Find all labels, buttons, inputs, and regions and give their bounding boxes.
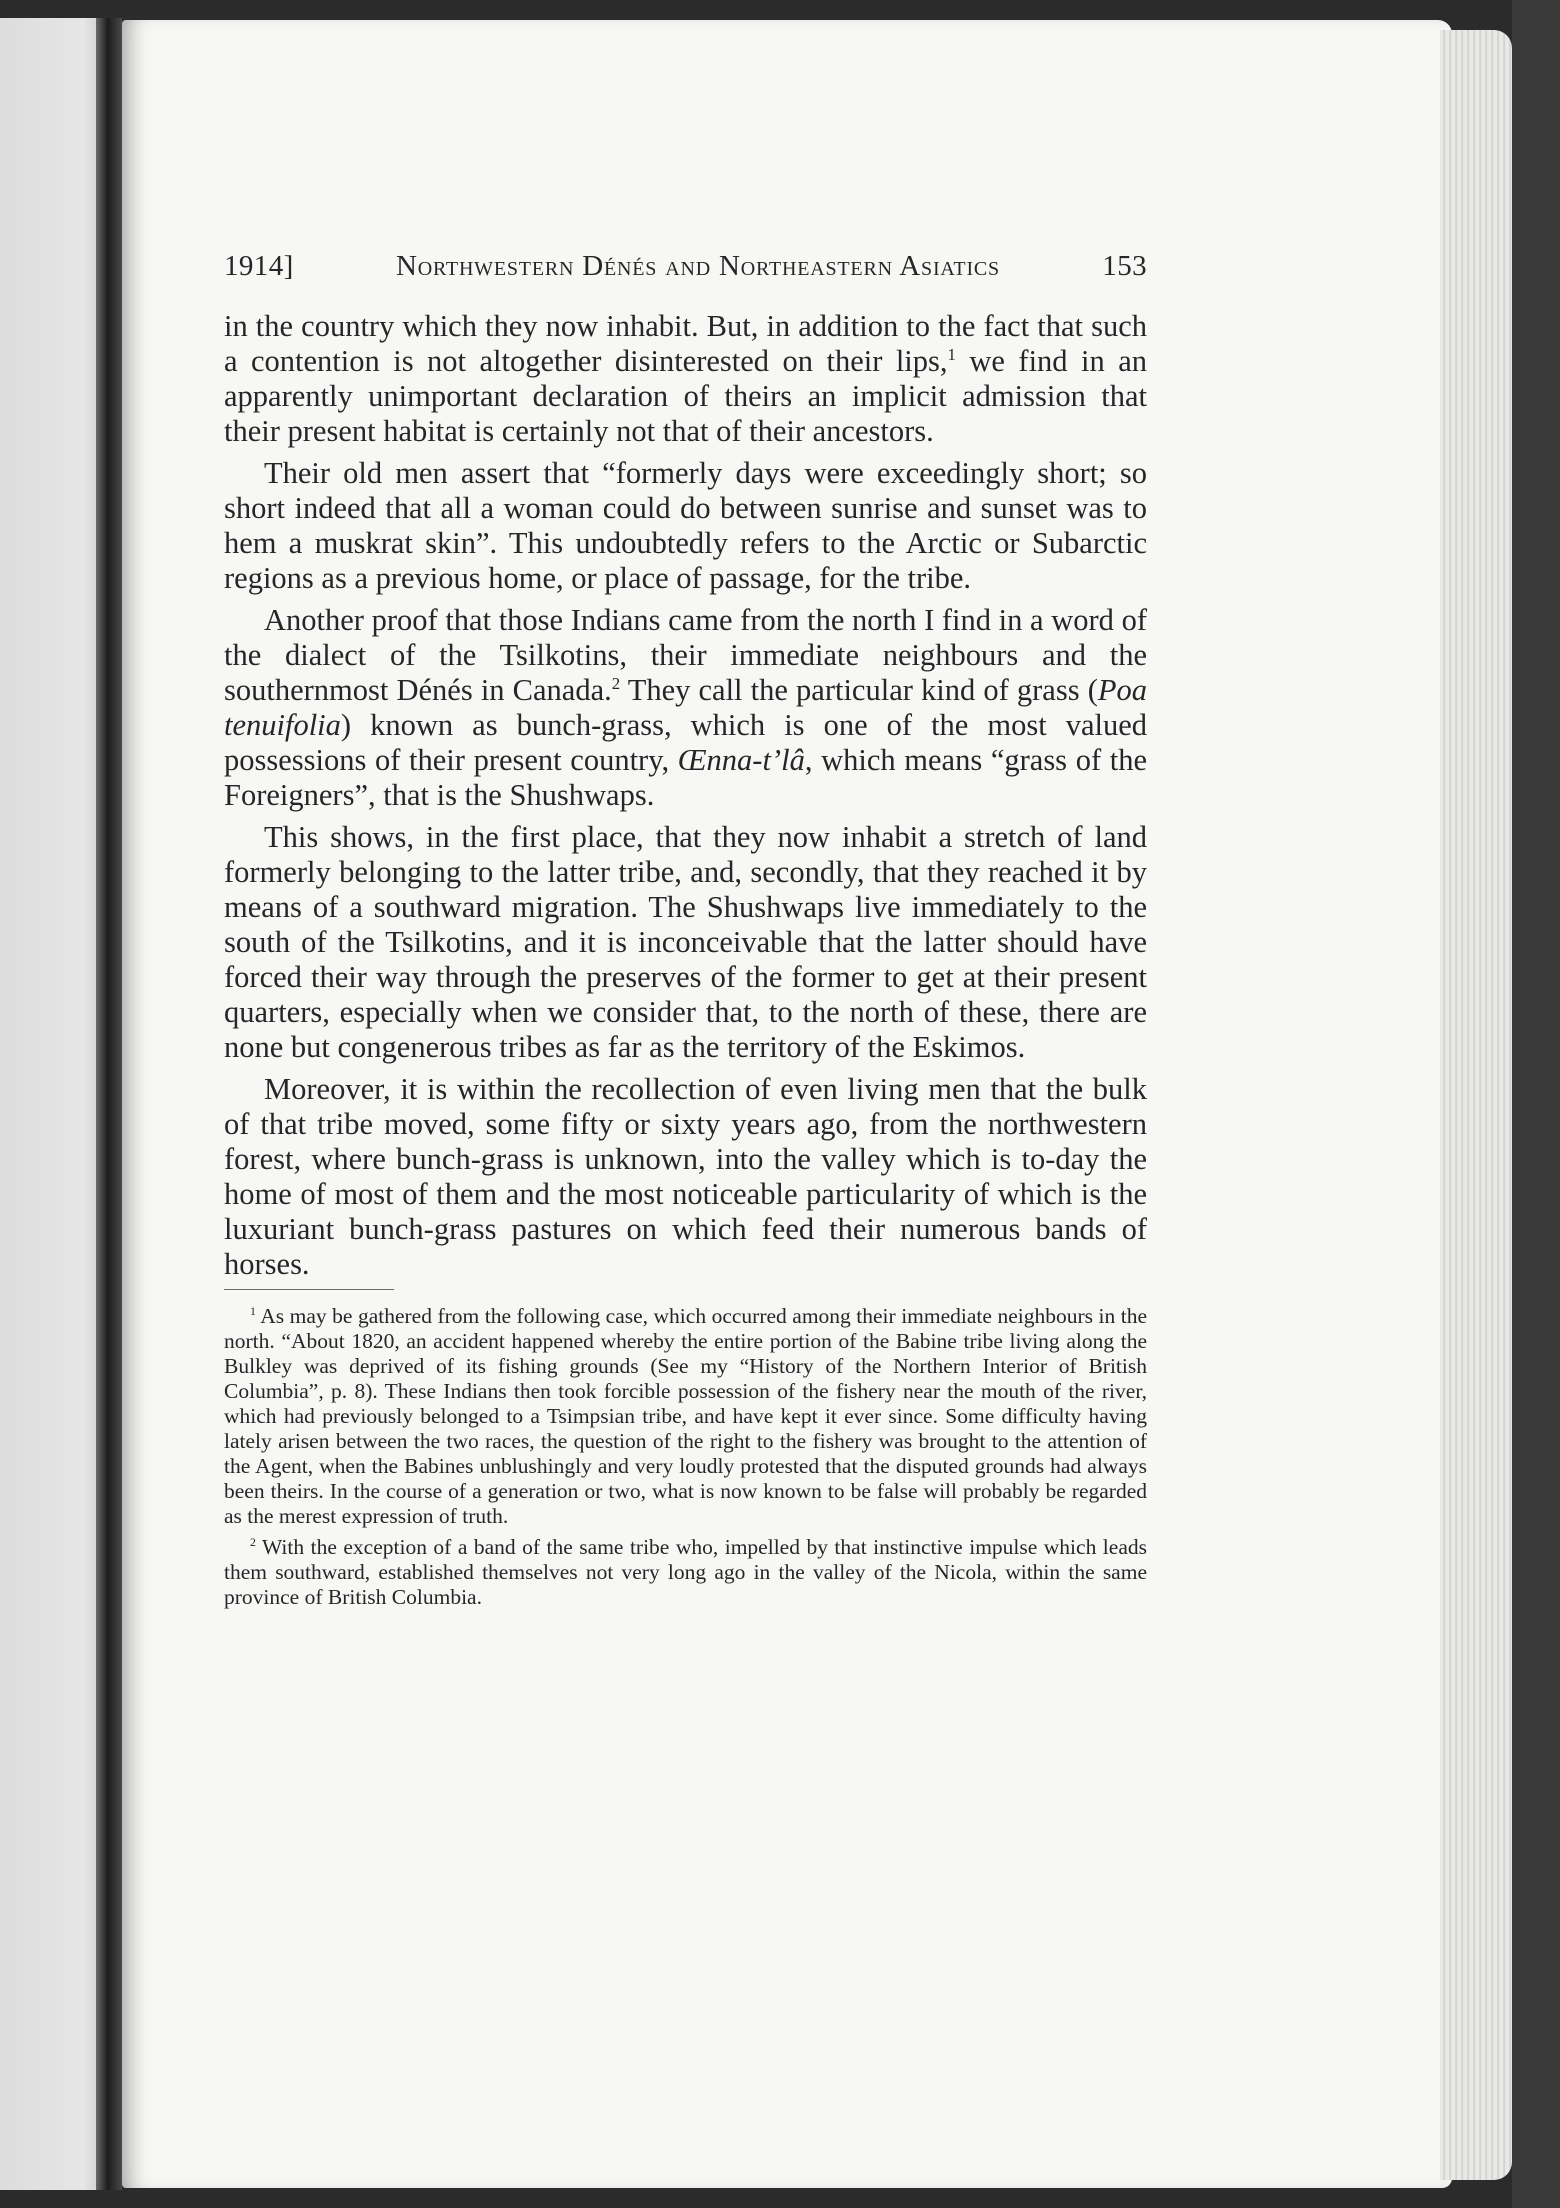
footnote-2-text: With the exception of a band of the same tribe who, impelled by that instinctive impulse which leads them southward, established themselves not very long ago in the valley of the Nicola, within the same province of British Columbia. [224,1535,1147,1609]
book-gutter [96,18,122,2190]
paragraph-3 [224,603,1147,813]
paragraph-1-text-a: in the country which they now inhabit. But, in addition to the fact that such a contention is not altogether disinterested on their lips, [224,309,1147,378]
footnote-1-text: As may be gathered from the following case, which occurred among their immediate neighbours in the north. “About 1820, an accident happened whereby the entire portion of the Babine tribe living along the Bulkley was deprived of its fishing grounds (See my “History of the Northern Interior of British Columbia”, p. 8). These Indians then took forcible possession of the fishery near the mouth of the river, which had previously belonged to a Tsimpsian tribe, and have kept it ever since. Some difficulty having lately arisen between the two races, the question of the right to the fishery was brought to the attention of the Agent, when the Babines unblushingly and very loudly protested that the disputed grounds had always been theirs. In the course of a generation or two, what is now known to be false will probably be regarded as the merest expression of truth. [224,1304,1147,1528]
footnote-2 [224,1535,1147,1610]
paragraph-3-text-c: ) known as bunch-grass, which is one of the most valued possessions of their present country, [224,708,1147,777]
paragraph-1 [224,309,1147,449]
running-header [224,250,1147,283]
footnote-1-mark: 1 [250,1303,256,1318]
footnote-ref-1: 1 [947,344,956,364]
footnote-2-mark: 2 [250,1534,256,1549]
native-term: Œnna-t’lâ [677,743,805,777]
footnote-divider [224,1289,394,1290]
paragraph-3-text-d: , which means “grass of the Foreigners”, that is the Shushwaps. [224,743,1148,812]
paragraph-2: Their old men assert that “formerly days were exceedingly short; so short indeed that all a woman could do between sunrise and sunset was to hem a muskrat skin”. This undoubtedly refers to the Arctic or Subarctic regions as a previous home, or place of passage, for the tribe. [224,456,1147,595]
page-text [224,250,1147,1616]
footnote-1 [224,1304,1147,1529]
page-stack-edge [1440,30,1512,2180]
paragraph-4: This shows, in the first place, that they now inhabit a stretch of land formerly belonging to the latter tribe, and, secondly, that they reached it by means of a southward migration. The Shushwaps live immediately to the south of the Tsilkotins, and it is inconceivable that the latter should have forced their way through the preserves of the former to get at their present quarters, especially when we consider that, to the north of these, there are none but congenerous tribes as far as the territory of the Eskimos. [224,820,1147,1064]
species-name: Poa tenuifolia [224,673,1147,742]
header-title: Northwestern Dénés and Northeastern Asiatics [396,250,1000,282]
paragraph-5: Moreover, it is within the recollection of even living men that the bulk of that tribe moved, some fifty or sixty years ago, from the northwestern forest, where bunch-grass is unknown, into the valley which is to-day the home of most of them and the most noticeable particularity of which is the luxuriant bunch-grass pastures on which feed their numerous bands of horses. [224,1072,1147,1281]
footnote-ref-2: 2 [611,673,621,693]
paragraph-1-text-b: we find in an apparently unimportant declaration of theirs an implicit admission that their present habitat is certainly not that of their ancestors. [224,344,1147,448]
paragraph-3-text-b: They call the particular kind of grass ( [620,673,1098,707]
paragraph-3-text-a: Another proof that those Indians came from the north I find in a word of the dialect of the Tsilkotins, their immediate neighbours and the southernmost Dénés in Canada. [224,603,1147,707]
header-year: 1914] [224,250,294,282]
page-number: 153 [1102,250,1147,282]
scan-background [1512,0,1560,2208]
